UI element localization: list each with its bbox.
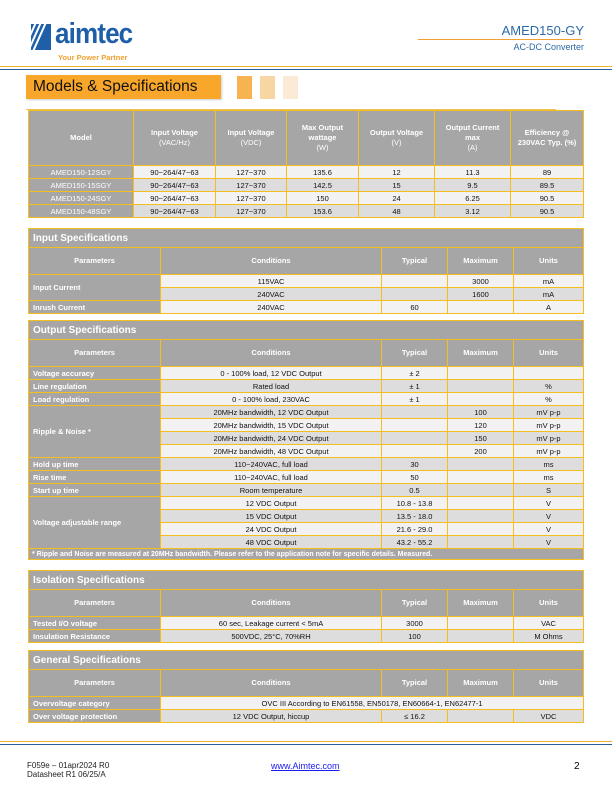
model-value: 48 (359, 205, 435, 218)
column-header: Units (514, 670, 584, 697)
spec-table (28, 320, 584, 560)
spec-table (28, 570, 584, 643)
parameter-name: Line regulation (29, 380, 161, 393)
spec-header-row (29, 248, 584, 275)
parameter-name: Input Current (29, 275, 161, 301)
unit: M Ohms (514, 630, 584, 643)
maximum (448, 380, 514, 393)
parameter-name: Hold up time (29, 458, 161, 471)
model-value: 15 (359, 179, 435, 192)
typical: ± 2 (382, 367, 448, 380)
logo-tagline: Your Power Partner (58, 53, 128, 62)
condition: 20MHz bandwidth, 24 VDC Output (161, 432, 382, 445)
model-name: AMED150-12SGY (29, 166, 134, 179)
column-header: Typical (382, 670, 448, 697)
logo-mark-icon (31, 24, 51, 50)
spec-row (29, 458, 584, 471)
condition: 110~240VAC, full load (161, 458, 382, 471)
maximum (448, 393, 514, 406)
decor-square (237, 76, 252, 99)
maximum (448, 536, 514, 549)
maximum (448, 301, 514, 314)
unit (514, 367, 584, 380)
column-header (511, 111, 584, 166)
condition: Room temperature (161, 484, 382, 497)
condition: 20MHz bandwidth, 12 VDC Output (161, 406, 382, 419)
column-header: Maximum (448, 670, 514, 697)
model-value: 24 (359, 192, 435, 205)
typical (382, 288, 448, 301)
unit: V (514, 497, 584, 510)
maximum (448, 471, 514, 484)
spec-row (29, 406, 584, 419)
spec-row (29, 484, 584, 497)
unit: S (514, 484, 584, 497)
typical: 3000 (382, 617, 448, 630)
models-header-row (29, 111, 584, 166)
maximum: 100 (448, 406, 514, 419)
column-header: Maximum (448, 340, 514, 367)
maximum (448, 497, 514, 510)
maximum: 120 (448, 419, 514, 432)
column-header-label: Model (70, 132, 92, 142)
unit: % (514, 380, 584, 393)
model-value: 135.6 (287, 166, 359, 179)
typical: 50 (382, 471, 448, 484)
model-name: AMED150-48SGY (29, 205, 134, 218)
column-header (359, 111, 435, 166)
parameter-name: Start up time (29, 484, 161, 497)
condition: 0 - 100% load, 230VAC (161, 393, 382, 406)
maximum (448, 367, 514, 380)
section-heading: Input Specifications (29, 229, 584, 248)
unit: V (514, 510, 584, 523)
website-link[interactable]: www.Aimtec.com (271, 761, 340, 771)
model-value: 11.3 (435, 166, 511, 179)
typical (382, 275, 448, 288)
maximum (448, 710, 514, 723)
spec-table (28, 650, 584, 723)
model-value: 127~370 (216, 166, 287, 179)
spec-row (29, 471, 584, 484)
column-header: Maximum (448, 590, 514, 617)
column-header-label: Output Voltage (369, 127, 424, 137)
condition: 15 VDC Output (161, 510, 382, 523)
parameter-name: Tested I/O voltage (29, 617, 161, 630)
parameter-name: Rise time (29, 471, 161, 484)
model-value: 89 (511, 166, 584, 179)
footer-rule (0, 741, 612, 745)
decor-square (260, 76, 275, 99)
model-value: 127~370 (216, 179, 287, 192)
unit: A (514, 301, 584, 314)
model-row (29, 205, 584, 218)
spec-row (29, 380, 584, 393)
spec-row (29, 497, 584, 510)
maximum (448, 510, 514, 523)
spec-row (29, 710, 584, 723)
condition: 24 VDC Output (161, 523, 382, 536)
column-header: Typical (382, 340, 448, 367)
maximum (448, 458, 514, 471)
spec-row (29, 301, 584, 314)
column-header: Units (514, 248, 584, 275)
column-header-label: Output Current max (445, 122, 500, 142)
spec-table (28, 228, 584, 314)
typical: ± 1 (382, 393, 448, 406)
divider (418, 39, 582, 40)
column-header: Parameters (29, 670, 161, 697)
typical: 13.5 - 18.0 (382, 510, 448, 523)
condition: 115VAC (161, 275, 382, 288)
model-value: 90~264/47~63 (134, 205, 216, 218)
column-header-unit: (VDC) (240, 138, 262, 147)
condition: 48 VDC Output (161, 536, 382, 549)
maximum (448, 484, 514, 497)
product-subtitle: AC-DC Converter (513, 42, 584, 52)
typical: 10.8 - 13.8 (382, 497, 448, 510)
typical: ± 1 (382, 380, 448, 393)
model-row (29, 179, 584, 192)
parameter-name: Load regulation (29, 393, 161, 406)
column-header-unit: (W) (316, 143, 329, 153)
parameter-name: Voltage adjustable range (29, 497, 161, 549)
unit: mA (514, 275, 584, 288)
maximum: 200 (448, 445, 514, 458)
decor-square (283, 76, 298, 99)
page-number: 2 (574, 761, 580, 772)
datasheet-rev: Datasheet R1 06/25/A (27, 770, 106, 779)
model-value: 6.25 (435, 192, 511, 205)
column-header (134, 111, 216, 166)
typical: 30 (382, 458, 448, 471)
unit: ms (514, 458, 584, 471)
unit: mV p-p (514, 432, 584, 445)
maximum: 150 (448, 432, 514, 445)
typical (382, 432, 448, 445)
condition: OVC III According to EN61558, EN50178, EN60664-1, EN62477-1 (161, 697, 584, 710)
unit: mA (514, 288, 584, 301)
column-header (435, 111, 511, 166)
model-value: 12 (359, 166, 435, 179)
model-value: 90.5 (511, 205, 584, 218)
model-value: 90~264/47~63 (134, 166, 216, 179)
parameter-name: Inrush Current (29, 301, 161, 314)
model-row (29, 192, 584, 205)
unit: mV p-p (514, 445, 584, 458)
column-header-unit: (VAC/Hz) (158, 138, 191, 147)
condition: 110~240VAC, full load (161, 471, 382, 484)
column-header-unit: (A) (467, 143, 478, 153)
spec-header-row (29, 670, 584, 697)
typical: 21.6 - 29.0 (382, 523, 448, 536)
column-header-label: Max Output wattage (301, 122, 344, 142)
typical: 0.5 (382, 484, 448, 497)
column-header (287, 111, 359, 166)
model-value: 150 (287, 192, 359, 205)
column-header: Conditions (161, 248, 382, 275)
section-title: Models & Specifications (26, 75, 221, 99)
model-value: 9.5 (435, 179, 511, 192)
condition: 12 VDC Output, hiccup (161, 710, 382, 723)
model-name: AMED150-24SGY (29, 192, 134, 205)
column-header: Typical (382, 248, 448, 275)
column-header: Units (514, 590, 584, 617)
aimtec-logo (30, 18, 160, 62)
unit: mV p-p (514, 419, 584, 432)
unit: V (514, 536, 584, 549)
logo-text: aimtec (55, 18, 133, 50)
column-header: Parameters (29, 340, 161, 367)
spec-row (29, 697, 584, 710)
model-value: 3.12 (435, 205, 511, 218)
spec-header-row (29, 590, 584, 617)
section-heading: Isolation Specifications (29, 571, 584, 590)
model-name: AMED150-15SGY (29, 179, 134, 192)
condition: 20MHz bandwidth, 48 VDC Output (161, 445, 382, 458)
parameter-name: Insulation Resistance (29, 630, 161, 643)
model-value: 142.5 (287, 179, 359, 192)
maximum (448, 630, 514, 643)
model-value: 90~264/47~63 (134, 179, 216, 192)
spec-row (29, 393, 584, 406)
spec-row (29, 630, 584, 643)
maximum (448, 617, 514, 630)
column-header-label: Input Voltage (227, 127, 275, 137)
model-value: 127~370 (216, 205, 287, 218)
column-header: Maximum (448, 248, 514, 275)
maximum: 3000 (448, 275, 514, 288)
column-header-unit: (V) (391, 138, 402, 147)
column-header (216, 111, 287, 166)
condition: 0 - 100% load, 12 VDC Output (161, 367, 382, 380)
model-value: 127~370 (216, 192, 287, 205)
parameter-name: Ripple & Noise * (29, 406, 161, 458)
section-heading: General Specifications (29, 651, 584, 670)
parameter-name: Voltage accuracy (29, 367, 161, 380)
column-header-label: Input Voltage (151, 127, 198, 137)
typical: 60 (382, 301, 448, 314)
maximum: 1600 (448, 288, 514, 301)
spec-row (29, 275, 584, 288)
model-value: 89.5 (511, 179, 584, 192)
column-header (29, 111, 134, 166)
parameter-name: Overvoltage category (29, 697, 161, 710)
column-header: Conditions (161, 340, 382, 367)
unit: VDC (514, 710, 584, 723)
typical: ≤ 16.2 (382, 710, 448, 723)
column-header: Conditions (161, 670, 382, 697)
unit: ms (514, 471, 584, 484)
spec-row (29, 367, 584, 380)
models-table (28, 110, 584, 218)
model-value: 153.6 (287, 205, 359, 218)
condition: 12 VDC Output (161, 497, 382, 510)
footnote: * Ripple and Noise are measured at 20MHz bandwidth. Please refer to the application note for specific details. Measured. (29, 549, 584, 560)
condition: 500VDC, 25°C, 70%RH (161, 630, 382, 643)
typical: 43.2 - 55.2 (382, 536, 448, 549)
doc-id: F059e – 01apr2024 R0 (27, 761, 110, 770)
parameter-name: Over voltage protection (29, 710, 161, 723)
condition: 240VAC (161, 288, 382, 301)
condition: Rated load (161, 380, 382, 393)
column-header: Parameters (29, 248, 161, 275)
condition: 20MHz bandwidth, 15 VDC Output (161, 419, 382, 432)
unit: % (514, 393, 584, 406)
typical: 100 (382, 630, 448, 643)
column-header-label: Efficiency @ 230VAC Typ. (%) (517, 127, 577, 147)
column-header: Parameters (29, 590, 161, 617)
model-value: 90~264/47~63 (134, 192, 216, 205)
spec-row (29, 617, 584, 630)
column-header: Units (514, 340, 584, 367)
column-header: Conditions (161, 590, 382, 617)
header-rule (0, 66, 612, 70)
typical (382, 406, 448, 419)
product-name: AMED150-GY (501, 23, 584, 38)
condition: 60 sec, Leakage current < 5mA (161, 617, 382, 630)
condition: 240VAC (161, 301, 382, 314)
section-heading: Output Specifications (29, 321, 584, 340)
typical (382, 419, 448, 432)
unit: VAC (514, 617, 584, 630)
maximum (448, 523, 514, 536)
unit: V (514, 523, 584, 536)
typical (382, 445, 448, 458)
unit: mV p-p (514, 406, 584, 419)
model-row (29, 166, 584, 179)
spec-header-row (29, 340, 584, 367)
model-value: 90.5 (511, 192, 584, 205)
column-header: Typical (382, 590, 448, 617)
